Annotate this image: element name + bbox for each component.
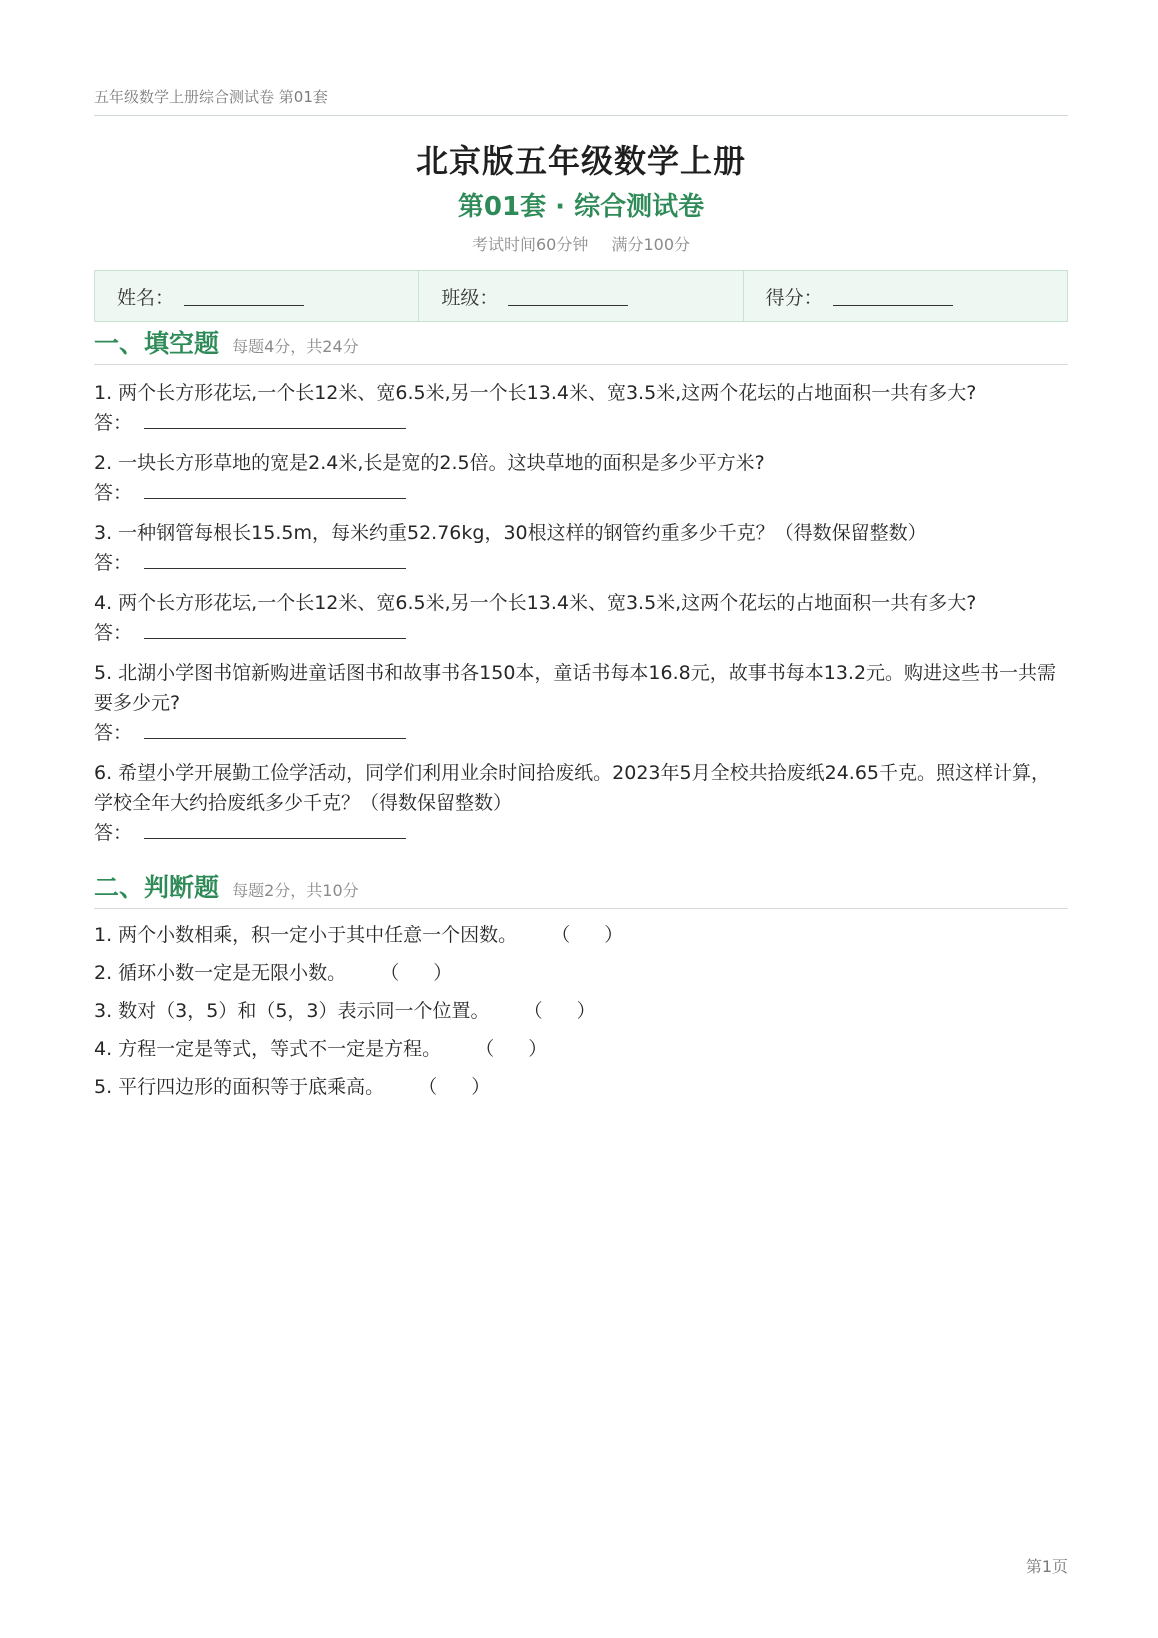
question-text: 4. 方程一定是等式，等式不一定是方程。 <box>94 1038 442 1060</box>
answer-blank[interactable] <box>144 478 406 499</box>
page-number: 第1页 <box>1025 1557 1068 1576</box>
question-text: 1. 两个小数相乘，积一定小于其中任意一个因数。 <box>94 924 518 946</box>
page-title: 北京版五年级数学上册 <box>415 142 746 180</box>
answer-parentheses[interactable]: （ ） <box>418 1076 491 1098</box>
page-subtitle: 第01套 · 综合测试卷 <box>457 192 705 222</box>
answer-blank[interactable] <box>144 818 406 839</box>
answer-blank[interactable] <box>144 548 406 569</box>
student-info-box <box>94 270 1068 322</box>
question-text: 3. 数对（3，5）和（5，3）表示同一个位置。 <box>94 1000 490 1022</box>
answer-row <box>94 718 1068 748</box>
answer-row <box>94 618 1068 648</box>
section-fill-in-title: 一、填空题 <box>94 329 220 358</box>
tf-question-4 <box>94 1034 547 1064</box>
score-blank[interactable] <box>833 287 953 306</box>
name-blank[interactable] <box>184 287 304 306</box>
answer-parentheses[interactable]: （ ） <box>551 924 624 946</box>
question-text: 2. 循环小数一定是无限小数。 <box>94 962 347 984</box>
answer-blank[interactable] <box>144 618 406 639</box>
answer-parentheses[interactable]: （ ） <box>475 1038 548 1060</box>
answer-label: 答： <box>94 622 133 644</box>
answer-row <box>94 548 1068 578</box>
question-text: 4. 两个长方形花坛,一个长12米、宽6.5米,另一个长13.4米、宽3.5米,这两个花坛的占地面积一共有多大? <box>94 592 977 614</box>
exam-page <box>94 0 1068 1638</box>
answer-blank[interactable] <box>144 408 406 429</box>
answer-label: 答： <box>94 412 133 434</box>
section-true-false-note: 每题2分，共10分 <box>232 881 359 900</box>
fill-question-5 <box>94 658 1068 748</box>
fill-question-6 <box>94 758 1068 848</box>
answer-label: 答： <box>94 822 133 844</box>
exam-meta <box>94 232 1068 255</box>
answer-label: 答： <box>94 552 133 574</box>
header-divider <box>94 115 1068 116</box>
question-text: 5. 北湖小学图书馆新购进童话图书和故事书各150本，童话书每本16.8元，故事书每本13.2元。购进这些书一共需要多少元? <box>94 662 1057 714</box>
fill-question-2 <box>94 448 1068 508</box>
tf-question-1 <box>94 920 623 950</box>
fill-question-1 <box>94 378 1068 438</box>
section-fill-in-header <box>94 324 1068 365</box>
question-text: 6. 希望小学开展勤工俭学活动，同学们利用业余时间拾废纸。2023年5月全校共拾废纸24.65千克。照这样计算，学校全年大约拾废纸多少千克？（得数保留整数） <box>94 762 1051 814</box>
answer-row <box>94 408 1068 438</box>
exam-full-score: 满分100分 <box>611 235 690 254</box>
answer-parentheses[interactable]: （ ） <box>380 962 453 984</box>
tf-question-5 <box>94 1072 490 1102</box>
name-label: 姓名： <box>117 286 175 309</box>
class-label: 班级： <box>441 286 499 309</box>
class-blank[interactable] <box>508 287 628 306</box>
section-fill-in-note: 每题4分，共24分 <box>232 337 359 356</box>
fill-question-3 <box>94 518 1068 578</box>
score-cell <box>744 271 1067 321</box>
question-text: 3. 一种钢管每根长15.5m，每米约重52.76kg，30根这样的钢管约重多少千克？（得数保留整数） <box>94 522 927 544</box>
name-cell <box>95 271 419 321</box>
running-header: 五年级数学上册综合测试卷 第01套 <box>94 88 328 106</box>
tf-question-3 <box>94 996 596 1026</box>
question-text: 1. 两个长方形花坛,一个长12米、宽6.5米,另一个长13.4米、宽3.5米,这两个花坛的占地面积一共有多大? <box>94 382 977 404</box>
answer-row <box>94 478 1068 508</box>
fill-question-4 <box>94 588 1068 648</box>
section-true-false-header <box>94 868 1068 909</box>
answer-parentheses[interactable]: （ ） <box>523 1000 596 1022</box>
question-text: 2. 一块长方形草地的宽是2.4米,长是宽的2.5倍。这块草地的面积是多少平方米? <box>94 452 765 474</box>
class-cell <box>419 271 743 321</box>
section-true-false-title: 二、判断题 <box>94 873 220 902</box>
score-label: 得分： <box>765 286 823 309</box>
answer-blank[interactable] <box>144 718 406 739</box>
answer-row <box>94 818 1068 848</box>
exam-time: 考试时间60分钟 <box>471 235 589 254</box>
answer-label: 答： <box>94 722 133 744</box>
tf-question-2 <box>94 958 452 988</box>
question-text: 5. 平行四边形的面积等于底乘高。 <box>94 1076 385 1098</box>
answer-label: 答： <box>94 482 133 504</box>
